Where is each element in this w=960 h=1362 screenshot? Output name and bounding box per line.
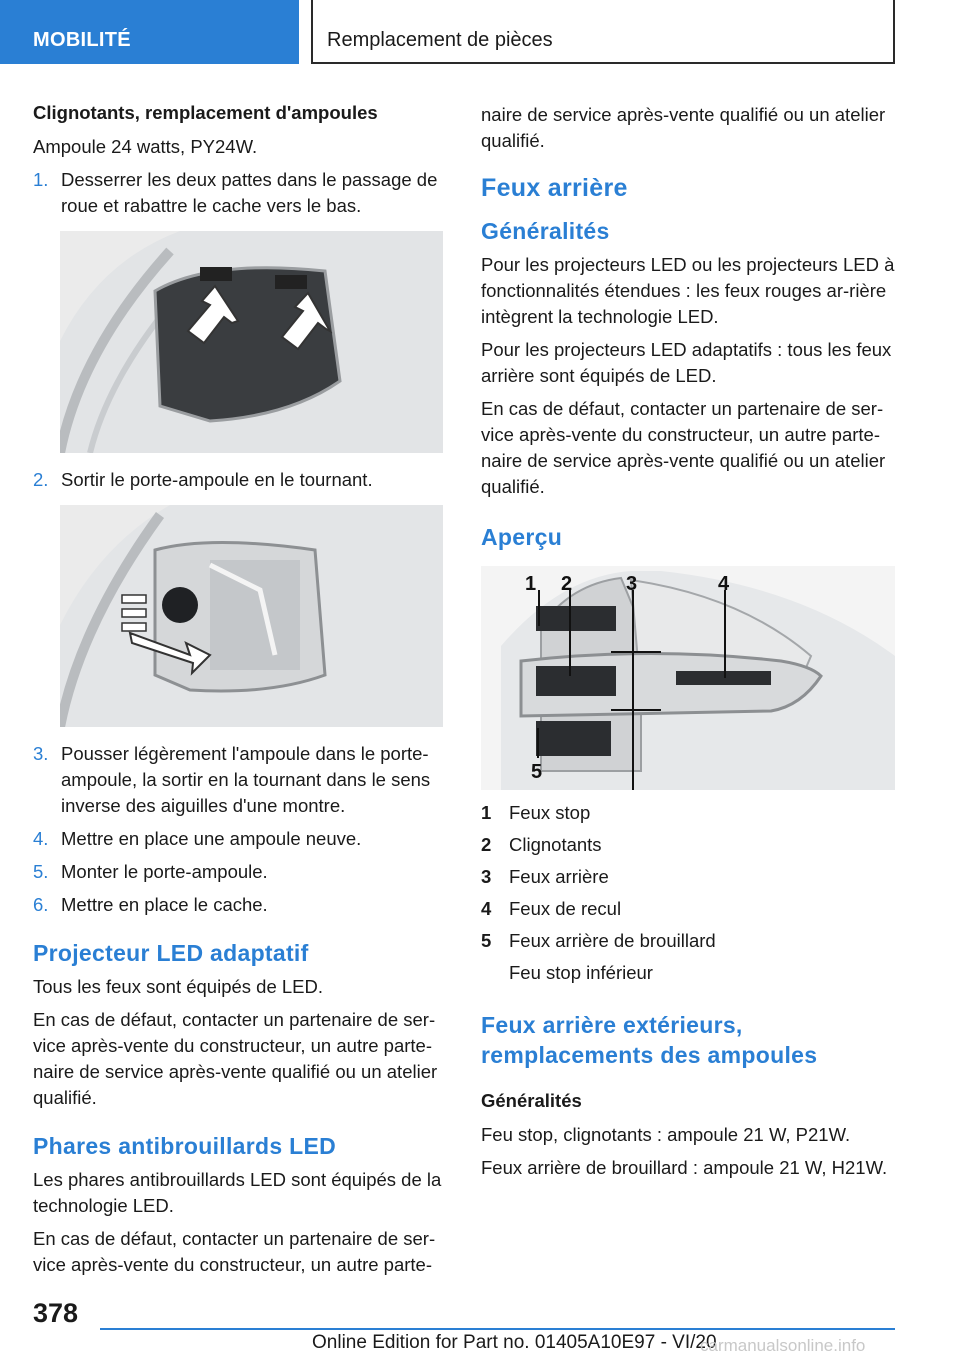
header-title-box	[311, 0, 895, 64]
led-paragraph-2: En cas de défaut, contacter un partenaire de ser-vice après-vente du constructeur, un autre parte-naire de service après-vente qualifié ou un atelier qualifié.	[33, 1009, 438, 1108]
legend-number	[481, 960, 509, 986]
section-title-rear-lights: Feux arrière	[481, 174, 628, 202]
step-number: 2.	[33, 469, 49, 490]
legend-number: 3	[481, 866, 492, 887]
callout-1: 1	[525, 573, 537, 595]
legend-number: 1	[481, 802, 492, 823]
legend-number: 5	[481, 930, 492, 951]
callout-4: 4	[718, 573, 730, 595]
wheel-arch-cover-illustration	[60, 231, 443, 453]
exterior-paragraph-1: Feu stop, clignotants : ampoule 21 W, P21W.	[481, 1124, 851, 1145]
step-number: 5.	[33, 861, 49, 882]
right-column	[481, 102, 895, 1188]
callout-3: 3	[626, 573, 638, 595]
legend-item	[481, 928, 895, 954]
legend-item	[481, 832, 895, 858]
legend-item	[481, 896, 895, 922]
legend-text: Clignotants	[509, 834, 602, 855]
exterior-paragraph-2: Feux arrière de brouillard : ampoule 21 W, H21W.	[481, 1157, 888, 1178]
figure-wheel-arch-cover	[60, 231, 443, 453]
continued-paragraph: naire de service après-vente qualifié ou un atelier qualifié.	[481, 104, 886, 151]
footer-divider	[100, 1328, 895, 1330]
step-text: Mettre en place le cache.	[61, 894, 268, 915]
subsection-title-general: Généralités	[481, 218, 610, 244]
tail-light-illustration	[481, 566, 895, 790]
step-number: 1.	[33, 169, 49, 190]
legend-text: Feux stop	[509, 802, 591, 823]
legend-text: Feu stop inférieur	[509, 962, 653, 983]
led-paragraph-1: Tous les feux sont équipés de LED.	[33, 976, 324, 997]
step-text: Pousser légèrement l'ampoule dans le porte-ampoule, la sortir en la tournant dans le sens inverse des aiguilles d'une montre.	[61, 743, 431, 816]
watermark: carmanualsonline.info	[700, 1336, 866, 1355]
legend-text: Feux de recul	[509, 898, 622, 919]
header-section-tab	[0, 0, 299, 64]
section-title-adaptive-led: Projecteur LED adaptatif	[33, 940, 309, 966]
page-number: 378	[33, 1298, 79, 1328]
left-column	[33, 100, 445, 1285]
steps-list-c	[33, 741, 445, 918]
legend-list	[481, 800, 895, 986]
step-number: 4.	[33, 828, 49, 849]
step-4	[33, 826, 445, 852]
general-paragraph-3: En cas de défaut, contacter un partenaire de ser-vice après-vente du constructeur, un autre parte-naire de service après-vente qualifié ou un atelier qualifié.	[481, 398, 886, 497]
legend-number: 2	[481, 834, 492, 855]
step-text: Mettre en place une ampoule neuve.	[61, 828, 362, 849]
footer-edition: Online Edition for Part no. 01405A10E97 - VI/20	[312, 1332, 717, 1353]
legend-item	[481, 960, 895, 986]
callout-2: 2	[561, 573, 573, 595]
legend-text: Feux arrière	[509, 866, 609, 887]
step-text: Monter le porte-ampoule.	[61, 861, 268, 882]
turn-signal-heading: Clignotants, remplacement d'ampoules	[33, 102, 378, 123]
step-1	[33, 167, 445, 219]
legend-text: Feux arrière de brouillard	[509, 930, 716, 951]
bulb-holder-illustration	[60, 505, 443, 727]
section-title-outer-tail-lights: Feux arrière extérieurs, remplacements des ampoules	[481, 1012, 818, 1068]
fog-paragraph-2: En cas de défaut, contacter un partenaire de ser-vice après-vente du constructeur, un autre parte-	[33, 1228, 436, 1275]
step-3	[33, 741, 445, 819]
fog-paragraph-1: Les phares antibrouillards LED sont équipés de la technologie LED.	[33, 1169, 442, 1216]
legend-item	[481, 800, 895, 826]
header-section-label: MOBILITÉ	[33, 29, 131, 51]
step-text: Sortir le porte-ampoule en le tournant.	[61, 469, 373, 490]
step-number: 3.	[33, 743, 49, 764]
step-2	[33, 467, 445, 493]
step-6	[33, 892, 445, 918]
bulb-spec: Ampoule 24 watts, PY24W.	[33, 136, 258, 157]
legend-number: 4	[481, 898, 492, 919]
section-title-fog-lights: Phares antibrouillards LED	[33, 1133, 337, 1159]
figure-tail-light-overview	[481, 566, 895, 790]
subsection-title-overview: Aperçu	[481, 524, 563, 550]
subsection-title-general-2: Généralités	[481, 1090, 582, 1111]
figure-bulb-holder	[60, 505, 443, 727]
step-5	[33, 859, 445, 885]
general-paragraph-2: Pour les projecteurs LED adaptatifs : tous les feux arrière sont équipés de LED.	[481, 339, 892, 386]
callout-5: 5	[531, 761, 543, 783]
general-paragraph-1: Pour les projecteurs LED ou les projecteurs LED à fonctionnalités étendues : les feux rouges ar-rière intègrent la technologie LED.	[481, 254, 895, 327]
legend-item	[481, 864, 895, 890]
step-text: Desserrer les deux pattes dans le passage de roue et rabattre le cache vers le bas.	[61, 169, 438, 216]
steps-list-b	[33, 467, 445, 493]
step-number: 6.	[33, 894, 49, 915]
steps-list-a	[33, 167, 445, 219]
header-title: Remplacement de pièces	[327, 29, 553, 51]
